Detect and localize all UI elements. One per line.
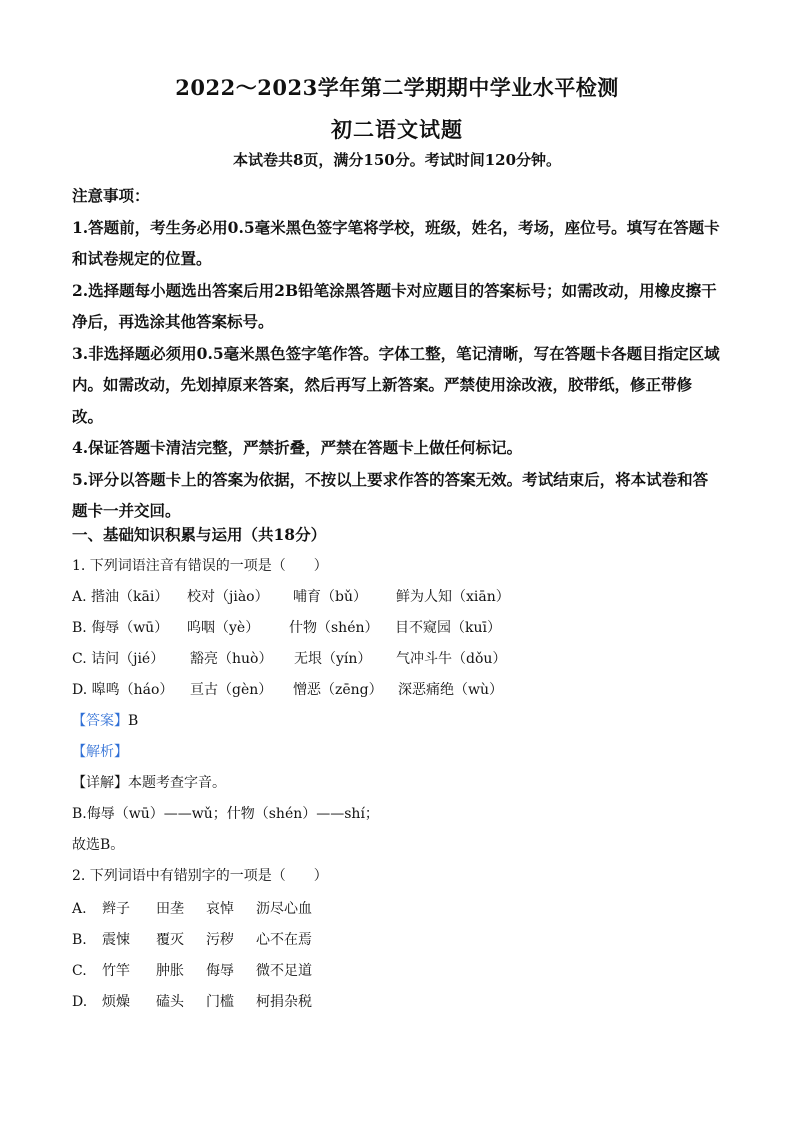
option-text: 豁亮（huò） [190, 651, 273, 667]
option-text: 呜咽（yè） [187, 620, 260, 636]
section-heading: 一、基础知识积累与运用（共18分） [72, 525, 327, 544]
question-2-option-b [72, 930, 722, 950]
option-word: 烦燥 [102, 994, 130, 1010]
question-1-option-b [72, 618, 722, 638]
page-title: 2022～2023学年第二学期期中学业水平检测 [175, 75, 619, 100]
question-2-option-c [72, 961, 722, 981]
option-word: 田垄 [156, 901, 184, 917]
answer-value: B [128, 713, 139, 729]
detail-text: 本题考查字音。 [128, 775, 226, 791]
option-text: A. 揩油（kāi） [72, 589, 169, 605]
notice-block [72, 180, 720, 527]
option-word: 侮辱 [206, 963, 234, 979]
option-word: 肿胀 [156, 963, 184, 979]
option-word: 微不足道 [256, 963, 312, 979]
option-text: B. 侮辱（wū） [72, 620, 169, 636]
notice-item: 1.答题前，考生务必用0.5毫米黑色签字笔将学校，班级，姓名，考场，座位号。填写在答题卡和试卷规定的位置。 [72, 217, 720, 268]
option-word: 震悚 [102, 932, 130, 948]
option-letter: A. [72, 901, 87, 917]
question-1-option-d [72, 680, 722, 700]
option-text: 亘古（gèn） [190, 682, 273, 698]
notice-heading: 注意事项： [72, 186, 150, 205]
option-word: 门槛 [206, 994, 234, 1010]
question-1-answer [72, 711, 722, 731]
option-word: 覆灭 [156, 932, 184, 948]
analysis-label: 【解析】 [72, 744, 128, 760]
option-word: 辫子 [102, 901, 130, 917]
question-1-stem: 1. 下列词语注音有错误的一项是（ ） [72, 558, 328, 574]
page-subtitle: 初二语文试题 [331, 117, 463, 142]
option-text: 校对（jiào） [187, 589, 269, 605]
option-text: 无垠（yín） [294, 651, 372, 667]
option-letter: B. [72, 932, 87, 948]
question-2-option-a [72, 899, 722, 919]
option-word: 污秽 [206, 932, 234, 948]
detail-label: 【详解】 [72, 775, 128, 791]
option-letter: D. [72, 994, 88, 1010]
question-2-option-d [72, 992, 722, 1012]
option-text: 鲜为人知（xiān） [396, 589, 510, 605]
option-word: 磕头 [156, 994, 184, 1010]
option-text: 目不窥园（kuī） [395, 620, 501, 636]
option-text: D. 嗥鸣（háo） [72, 682, 174, 698]
option-word: 哀悼 [206, 901, 234, 917]
question-1-option-a [72, 587, 722, 607]
option-word: 柯捐杂税 [256, 994, 312, 1010]
question-2-stem: 2. 下列词语中有错别字的一项是（ ） [72, 868, 328, 884]
option-text: 憎恶（zēng） [293, 682, 383, 698]
option-word: 沥尽心血 [256, 901, 312, 917]
answer-label: 【答案】 [72, 713, 128, 729]
option-letter: C. [72, 963, 87, 979]
option-text: 哺育（bǔ） [293, 589, 367, 605]
option-word: 心不在焉 [256, 932, 312, 948]
notice-item: 5.评分以答题卡上的答案为依据，不按以上要求作答的答案无效。考试结束后，将本试卷和答题卡一并交回。 [72, 469, 709, 520]
notice-item: 3.非选择题必须用0.5毫米黑色签字笔作答。字体工整，笔记清晰，写在答题卡各题目指定区域内。如需改动，先划掉原来答案，然后再写上新答案。严禁使用涂改液，胶带纸，修正带修改。 [72, 343, 720, 426]
option-text: 气冲斗牛（dǒu） [396, 651, 507, 667]
option-word: 竹竿 [102, 963, 130, 979]
notice-item: 2.选择题每小题选出答案后用2B铅笔涂黑答题卡对应题目的答案标号；如需改动，用橡皮擦干净后，再选涂其他答案标号。 [72, 280, 717, 331]
notice-item: 4.保证答题卡清洁完整，严禁折叠，严禁在答题卡上做任何标记。 [72, 438, 523, 457]
option-text: 什物（shén） [289, 620, 379, 636]
option-text: C. 诘问（jié） [72, 651, 165, 667]
question-1-option-c [72, 649, 722, 669]
question-1-explanation: B.侮辱（wū）——wǔ；什物（shén）——shí； [72, 806, 379, 822]
exam-intro: 本试卷共8页，满分150分。考试时间120分钟。 [232, 151, 562, 169]
option-text: 深恶痛绝（wù） [398, 682, 503, 698]
question-1-detail [72, 773, 722, 793]
question-1-conclusion: 故选B。 [72, 837, 125, 853]
